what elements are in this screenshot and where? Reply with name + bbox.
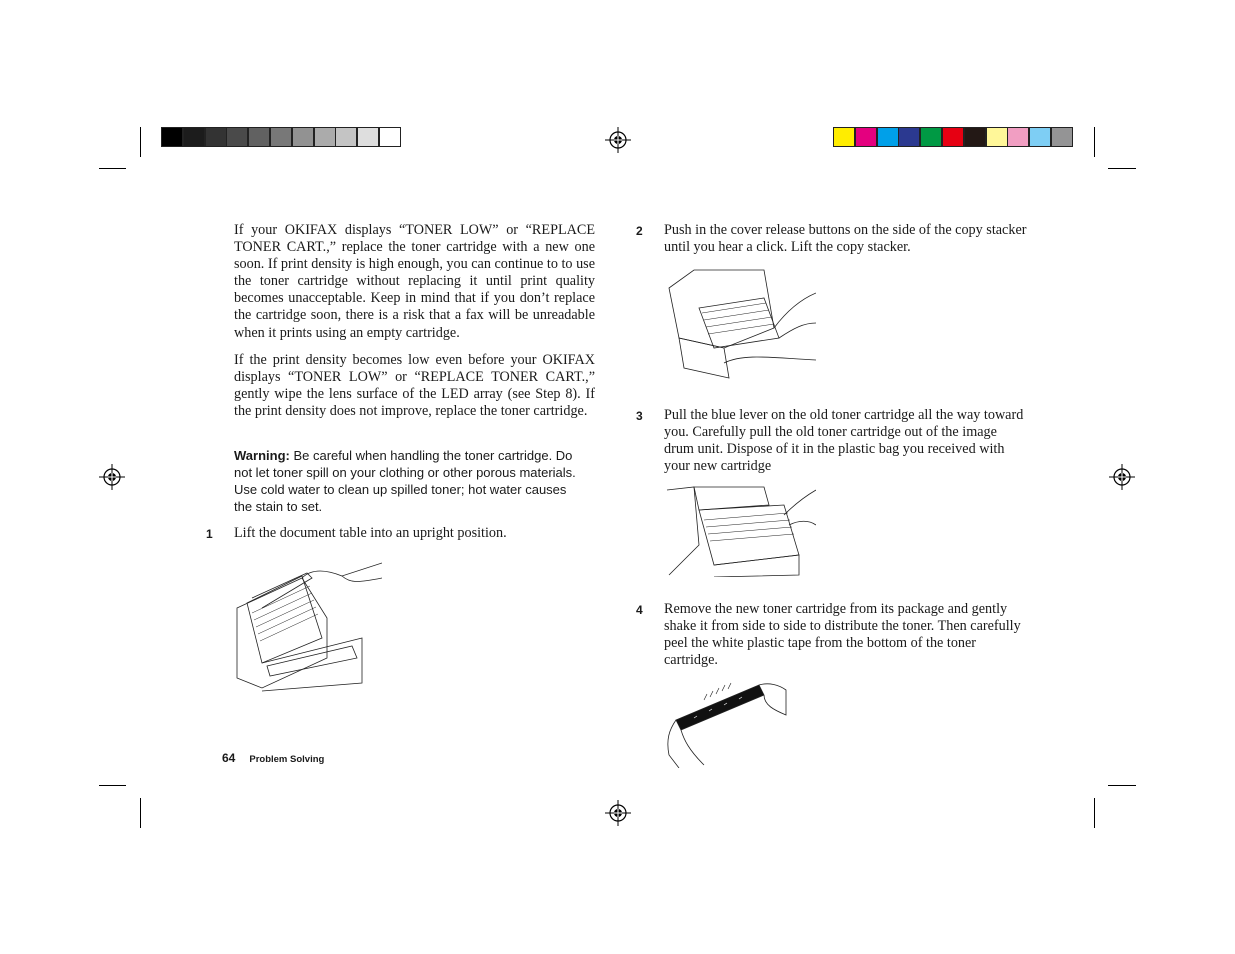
color-swatch <box>920 127 942 147</box>
page-number: 64 <box>222 751 236 765</box>
intro-paragraph-1: If your OKIFAX displays “TONER LOW” or “REPLACE TONER CART.,” replace the toner cartridge with a new one soon. If print density is high enough, you can continue to to use the toner cartridge without replacing it until print quality becomes unacceptable. Keep in mind that if you don’t replace the cartridge soon, there is a risk that a fax will be unreadable when it prints using an empty cartridge. <box>234 222 595 341</box>
step-text: Remove the new toner cartridge from its package and gently shake it from side to side to distribute the toner. Then carefully peel the white plastic tape from the bottom of the toner cartridge. <box>664 601 1021 669</box>
registration-mark-icon <box>605 127 631 153</box>
color-swatch <box>379 127 401 147</box>
crop-mark <box>1108 785 1136 786</box>
color-swatch <box>183 127 205 147</box>
step-number: 1 <box>206 527 213 541</box>
warning-text: Be careful when handling the toner cartridge. Do not let toner spill on your clothing or other porous materials. Use cold water to clean up spilled toner; hot water causes the stain to set. <box>234 448 576 515</box>
color-swatch <box>964 127 986 147</box>
color-swatch <box>855 127 877 147</box>
color-swatch <box>226 127 248 147</box>
warning-note <box>234 447 586 515</box>
step-text: Lift the document table into an upright position. <box>234 525 507 541</box>
step-text: Push in the cover release buttons on the side of the copy stacker until you hear a click. Lift the copy stacker. <box>664 222 1027 256</box>
crop-mark <box>1094 798 1095 828</box>
intro-paragraph-2: If the print density becomes low even before your OKIFAX displays “TONER LOW” or “REPLACE TONER CART.,” gently wipe the lens surface of the LED array (see Step 8). If the print density does not improve, replace the toner cartridge. <box>234 352 595 420</box>
registration-mark-icon <box>1109 464 1135 490</box>
color-swatch <box>248 127 270 147</box>
color-swatch <box>270 127 292 147</box>
registration-mark-icon <box>605 800 631 826</box>
color-swatch <box>161 127 183 147</box>
crop-mark <box>140 798 141 828</box>
crop-mark <box>99 168 126 169</box>
color-swatch <box>1007 127 1029 147</box>
color-swatch <box>292 127 314 147</box>
step-text: Pull the blue lever on the old toner cartridge all the way toward you. Carefully pull the old toner cartridge out of the image drum unit. Dispose of it in the plastic bag you received with your new cartridge <box>664 407 1024 475</box>
toner-cartridge-illustration <box>664 680 788 768</box>
color-swatch <box>833 127 855 147</box>
step-number: 4 <box>636 603 643 617</box>
color-swatch <box>1029 127 1051 147</box>
step-number: 2 <box>636 224 643 238</box>
color-swatch <box>205 127 227 147</box>
step-number: 3 <box>636 409 643 423</box>
page-footer <box>222 749 324 767</box>
crop-mark <box>140 127 141 157</box>
warning-label: Warning: <box>234 448 290 463</box>
color-swatch <box>335 127 357 147</box>
color-swatch <box>357 127 379 147</box>
crop-mark <box>1094 127 1095 157</box>
color-swatch <box>898 127 920 147</box>
copy-stacker-illustration <box>664 268 816 380</box>
color-swatch <box>314 127 336 147</box>
color-swatch <box>986 127 1008 147</box>
color-swatch <box>1051 127 1073 147</box>
color-swatch <box>942 127 964 147</box>
registration-mark-icon <box>99 464 125 490</box>
section-label: Problem Solving <box>249 754 325 765</box>
crop-mark <box>1108 168 1136 169</box>
crop-mark <box>99 785 126 786</box>
color-swatch <box>877 127 899 147</box>
fax-document-table-illustration <box>232 558 382 692</box>
toner-removal-illustration <box>664 485 816 577</box>
